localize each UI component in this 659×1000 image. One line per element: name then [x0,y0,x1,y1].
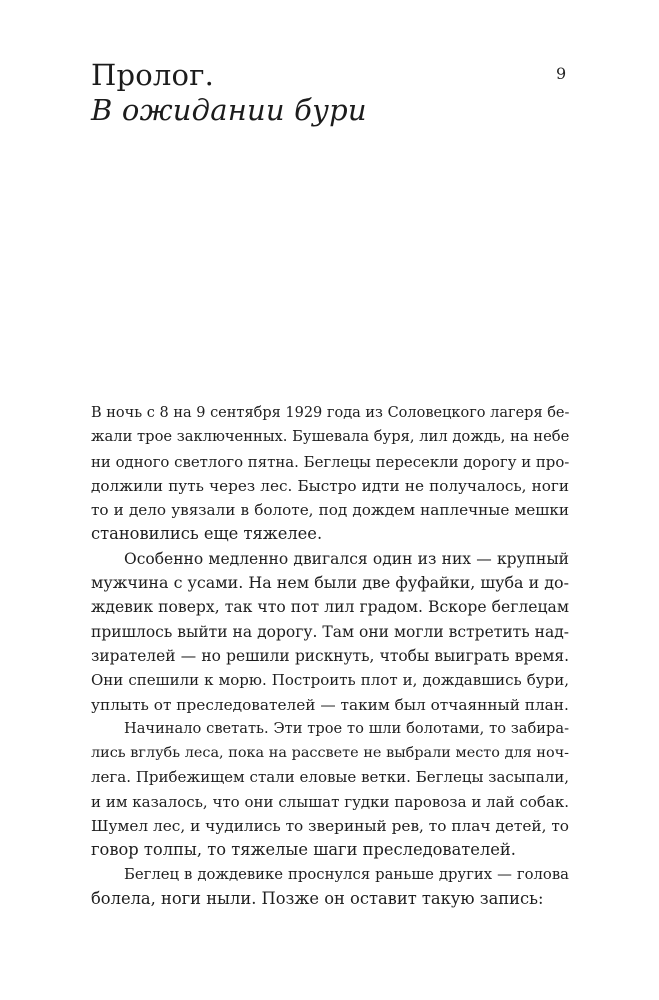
text-line: то и дело увязали в болоте, под дождем наплечные мешки [91,501,569,520]
paragraph-1 [91,401,569,547]
text-line: Шумел лес, и чудились то звериный рев, то плач детей, то [91,817,569,836]
text-line: мужчина с усами. На нем были две фуфайки, шуба и до- [91,573,569,593]
text-line: должили путь через лес. Быстро идти не получалось, ноги [91,476,569,495]
text-line: Беглец в дождевике проснулся раньше других — голова [124,865,569,883]
text-line: Начинало светать. Эти трое то шли болотами, то забира- [124,719,569,737]
chapter-title-line-2: В ожидании бури [91,93,367,127]
page-number: 9 [556,64,567,83]
text-line: лега. Прибежищем стали еловые ветки. Беглецы засыпали, [91,768,569,787]
text-line: говор толпы, то тяжелые шаги преследователей. [91,840,516,860]
text-line: жали трое заключенных. Бушевала буря, лил дождь, на небе [91,428,570,446]
chapter-title-line-1: Пролог. [91,58,215,92]
text-line: ни одного светлого пятна. Беглецы пересекли дорогу и про- [91,452,570,471]
text-line: Особенно медленно двигался один из них — крупный [124,549,569,568]
paragraph-3 [91,717,569,863]
text-line: лись вглубь леса, пока на рассвете не выбрали место для ноч- [91,745,569,762]
text-line: болела, ноги ныли. Позже он оставит такую запись: [91,888,544,908]
text-line: пришлось выйти на дорогу. Там они могли встретить над- [91,622,569,641]
text-line: зирателей — но решили рискнуть, чтобы выиграть время. [91,646,569,665]
text-line: и им казалось, что они слышат гудки паровоза и лай собак. [91,792,569,811]
text-line: В ночь с 8 на 9 сентября 1929 года из Соловецкого лагеря бе- [91,405,570,421]
chapter-title [91,58,367,128]
text-line: уплыть от преследователей — таким был отчаянный план. [91,695,569,714]
text-line: Они спешили к морю. Построить плот и, дождавшись бури, [91,671,569,690]
text-line: становились еще тяжелее. [91,524,323,544]
paragraph-4 [91,863,569,912]
paragraph-2 [91,547,569,717]
text-line: ждевик поверх, так что пот лил градом. Вскоре беглецам [91,598,569,617]
body-text [91,401,569,911]
